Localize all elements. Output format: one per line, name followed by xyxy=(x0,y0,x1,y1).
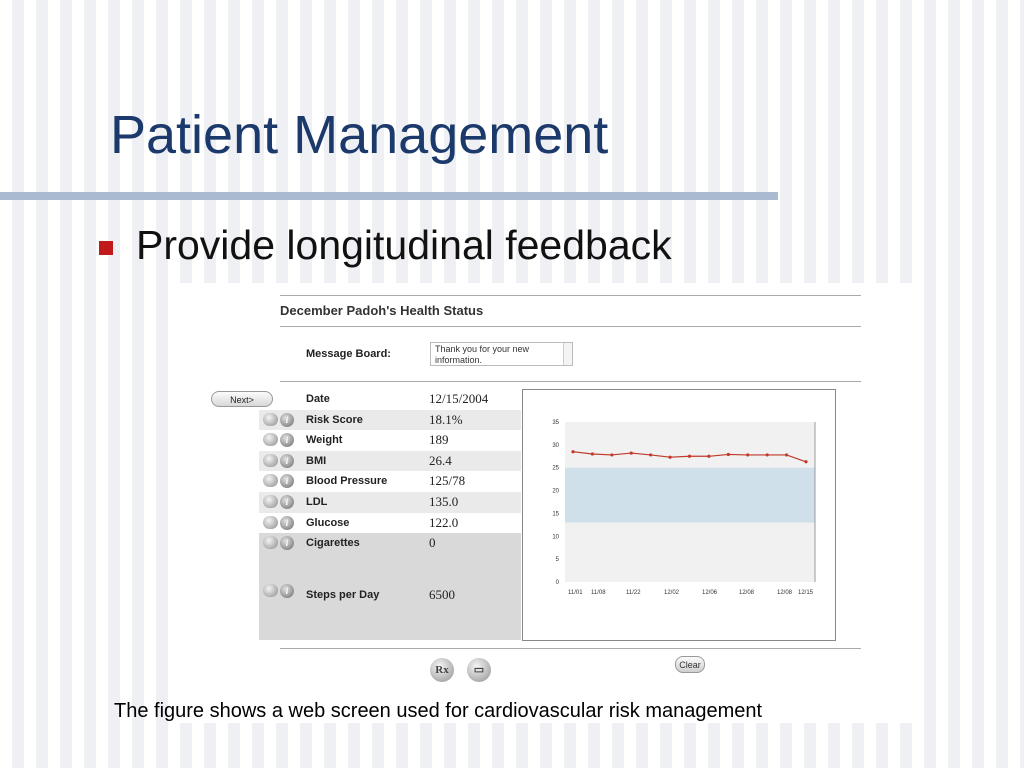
data-point xyxy=(668,456,671,459)
data-point xyxy=(804,460,807,463)
stat-label: Glucose xyxy=(306,516,350,529)
data-point xyxy=(591,452,594,455)
data-point xyxy=(688,455,691,458)
bullet-marker xyxy=(99,241,113,255)
y-tick-label: 25 xyxy=(552,465,559,472)
speech-bubble-icon[interactable] xyxy=(263,413,278,426)
stat-value: 135.0 xyxy=(429,493,459,509)
divider xyxy=(280,381,861,382)
data-point xyxy=(746,453,749,456)
x-tick-label: 12/08 xyxy=(777,590,793,596)
y-tick-label: 0 xyxy=(555,580,559,586)
data-point xyxy=(707,455,710,458)
divider xyxy=(280,295,861,296)
x-tick-label: 11/01 xyxy=(568,590,583,596)
stat-label: Blood Pressure xyxy=(306,475,388,488)
x-tick-label: 11/08 xyxy=(591,590,606,596)
speech-bubble-icon[interactable] xyxy=(263,516,278,529)
stat-row-bmi xyxy=(259,451,521,472)
stat-row-weight xyxy=(259,430,521,451)
data-point xyxy=(785,453,788,456)
prescription-icon[interactable]: Rx xyxy=(430,658,454,682)
info-icon[interactable]: i xyxy=(280,454,294,468)
x-tick-label: 12/15 xyxy=(798,590,814,596)
stat-value: 0 xyxy=(429,535,436,551)
divider xyxy=(280,648,861,649)
data-point xyxy=(630,451,633,454)
speech-bubble-icon[interactable] xyxy=(263,536,278,549)
target-band xyxy=(565,468,815,523)
stat-value: 26.4 xyxy=(429,452,452,468)
info-icon[interactable]: i xyxy=(280,413,294,427)
y-tick-label: 30 xyxy=(552,442,559,449)
health-status-title: December Padoh's Health Status xyxy=(280,303,484,318)
y-tick-label: 20 xyxy=(552,488,559,495)
stat-label: Date xyxy=(306,393,330,405)
stat-row-cigarettes xyxy=(259,533,521,554)
stat-row-date xyxy=(259,389,521,410)
x-tick-label: 12/06 xyxy=(702,590,718,596)
stat-value: 6500 xyxy=(429,586,455,602)
stat-row-risk-score xyxy=(259,410,521,431)
stat-label: Steps per Day xyxy=(306,588,380,601)
speech-bubble-icon[interactable] xyxy=(263,433,278,446)
clear-button[interactable]: Clear xyxy=(675,656,705,673)
stat-label: BMI xyxy=(306,454,327,467)
message-board-label: Message Board: xyxy=(306,348,391,360)
speech-bubble-icon[interactable] xyxy=(263,584,278,597)
stat-row-blood-pressure xyxy=(259,471,521,492)
y-tick-label: 15 xyxy=(552,511,559,518)
title-divider xyxy=(0,192,778,200)
stat-value: 122.0 xyxy=(429,514,459,530)
stat-value: 125/78 xyxy=(429,473,466,489)
web-screen-figure xyxy=(171,283,914,723)
stat-value: 18.1% xyxy=(429,411,463,427)
slide-title: Patient Management xyxy=(110,105,609,165)
message-board-box[interactable] xyxy=(430,342,573,366)
next-button[interactable]: Next> xyxy=(211,391,273,407)
x-tick-label: 12/08 xyxy=(739,590,755,596)
data-point xyxy=(766,453,769,456)
message-board-text: Thank you for your new information. xyxy=(435,344,530,365)
info-icon[interactable]: i xyxy=(280,536,294,550)
y-tick-label: 5 xyxy=(555,557,559,564)
stat-row-steps xyxy=(259,554,521,640)
info-icon[interactable]: i xyxy=(280,495,294,509)
y-tick-label: 10 xyxy=(552,534,559,541)
speech-bubble-icon[interactable] xyxy=(263,454,278,467)
info-icon[interactable]: i xyxy=(280,584,294,598)
data-point xyxy=(727,453,730,456)
stat-value: 189 xyxy=(429,432,449,448)
x-tick-label: 12/02 xyxy=(664,590,680,596)
stat-row-ldl xyxy=(259,492,521,513)
data-point xyxy=(610,453,613,456)
speech-bubble-icon[interactable] xyxy=(263,495,278,508)
info-icon[interactable]: i xyxy=(280,516,294,530)
book-icon[interactable]: ▭ xyxy=(467,658,491,682)
y-tick-label: 35 xyxy=(552,420,559,426)
info-icon[interactable]: i xyxy=(280,433,294,447)
health-stats-table xyxy=(259,389,521,640)
stat-label: Cigarettes xyxy=(306,537,360,550)
figure-caption: The figure shows a web screen used for cardiovascular risk management xyxy=(114,700,763,722)
info-icon[interactable]: i xyxy=(280,474,294,488)
divider xyxy=(280,326,861,327)
risk-trend-chart xyxy=(522,389,836,641)
chart-canvas xyxy=(523,390,835,640)
data-point xyxy=(571,450,574,453)
x-tick-label: 11/22 xyxy=(626,590,641,596)
stat-label: Risk Score xyxy=(306,413,363,426)
speech-bubble-icon[interactable] xyxy=(263,474,278,487)
stat-label: Weight xyxy=(306,434,343,447)
stat-value: 12/15/2004 xyxy=(429,391,489,406)
stat-row-glucose xyxy=(259,513,521,534)
bullet-text: Provide longitudinal feedback xyxy=(136,222,672,268)
data-point xyxy=(649,453,652,456)
stat-label: LDL xyxy=(306,495,328,508)
message-board-scrollbar[interactable] xyxy=(563,343,572,365)
